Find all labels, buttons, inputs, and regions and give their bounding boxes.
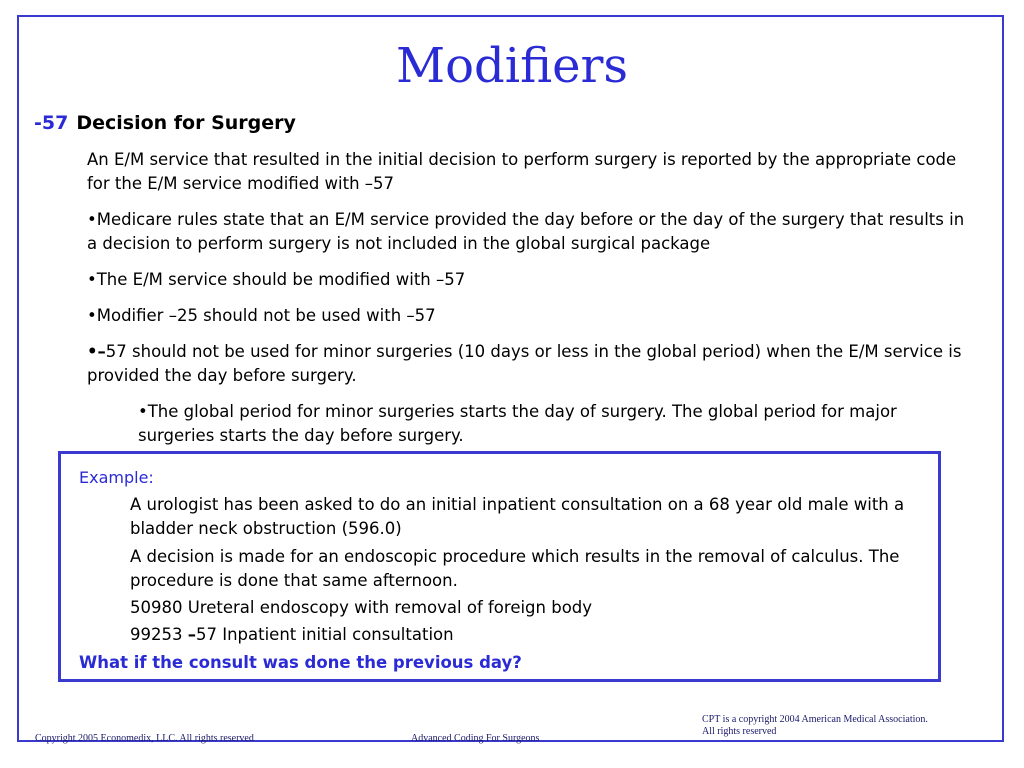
example-line-consultation: A urologist has been asked to do an initial inpatient consultation on a 68 year old male with a bladder neck obstruction (596.0)	[130, 495, 905, 538]
modifier-code: -57	[34, 112, 69, 134]
example-label: Example:	[79, 468, 154, 487]
section-heading	[34, 110, 296, 136]
example-line-decision: A decision is made for an endoscopic procedure which results in the removal of calculus. The procedure is done that same afternoon.	[130, 547, 900, 590]
code-dash: –	[187, 625, 196, 644]
cpt-line-1: CPT is a copyright 2004 American Medical Association.	[702, 714, 928, 725]
example-line-code-99253	[130, 623, 920, 647]
code-99253-desc: 57 Inpatient initial consultation	[195, 625, 454, 644]
footer-course-title: Advanced Coding For Surgeons	[411, 733, 540, 744]
slide-title: Modifiers	[395, 38, 629, 94]
cpt-line-2: All rights reserved	[702, 726, 777, 737]
footer-copyright: Copyright 2005 Economedix, LLC. All rights reserved	[35, 733, 254, 744]
bullet-modified-with: •The E/M service should be modified with –57	[87, 270, 466, 289]
bullet-medicare-rules: •Medicare rules state that an E/M service provided the day before or the day of the surgery that results in a decision to perform surgery is not included in the global surgical package	[87, 210, 965, 253]
bullet-dash: •–	[87, 342, 106, 361]
sub-bullet-global-period: •The global period for minor surgeries starts the day of surgery. The global period for major surgeries starts the day before surgery.	[138, 402, 897, 445]
bullet-minor-text: 57 should not be used for minor surgeries (10 days or less in the global period) when the E/M service is provided the day before surgery.	[87, 342, 962, 385]
intro-paragraph: An E/M service that resulted in the initial decision to perform surgery is reported by the appropriate code for the E/M service modified with –57	[87, 150, 957, 193]
footer-cpt-notice	[702, 714, 992, 738]
example-line-code-50980: 50980 Ureteral endoscopy with removal of foreign body	[130, 598, 593, 617]
code-99253: 99253	[130, 625, 188, 644]
bullet-minor-surgeries	[87, 340, 967, 388]
heading-text: Decision for Surgery	[76, 112, 296, 134]
bullet-modifier-25: •Modifier –25 should not be used with –57	[87, 306, 436, 325]
example-question: What if the consult was done the previous day?	[79, 653, 522, 672]
